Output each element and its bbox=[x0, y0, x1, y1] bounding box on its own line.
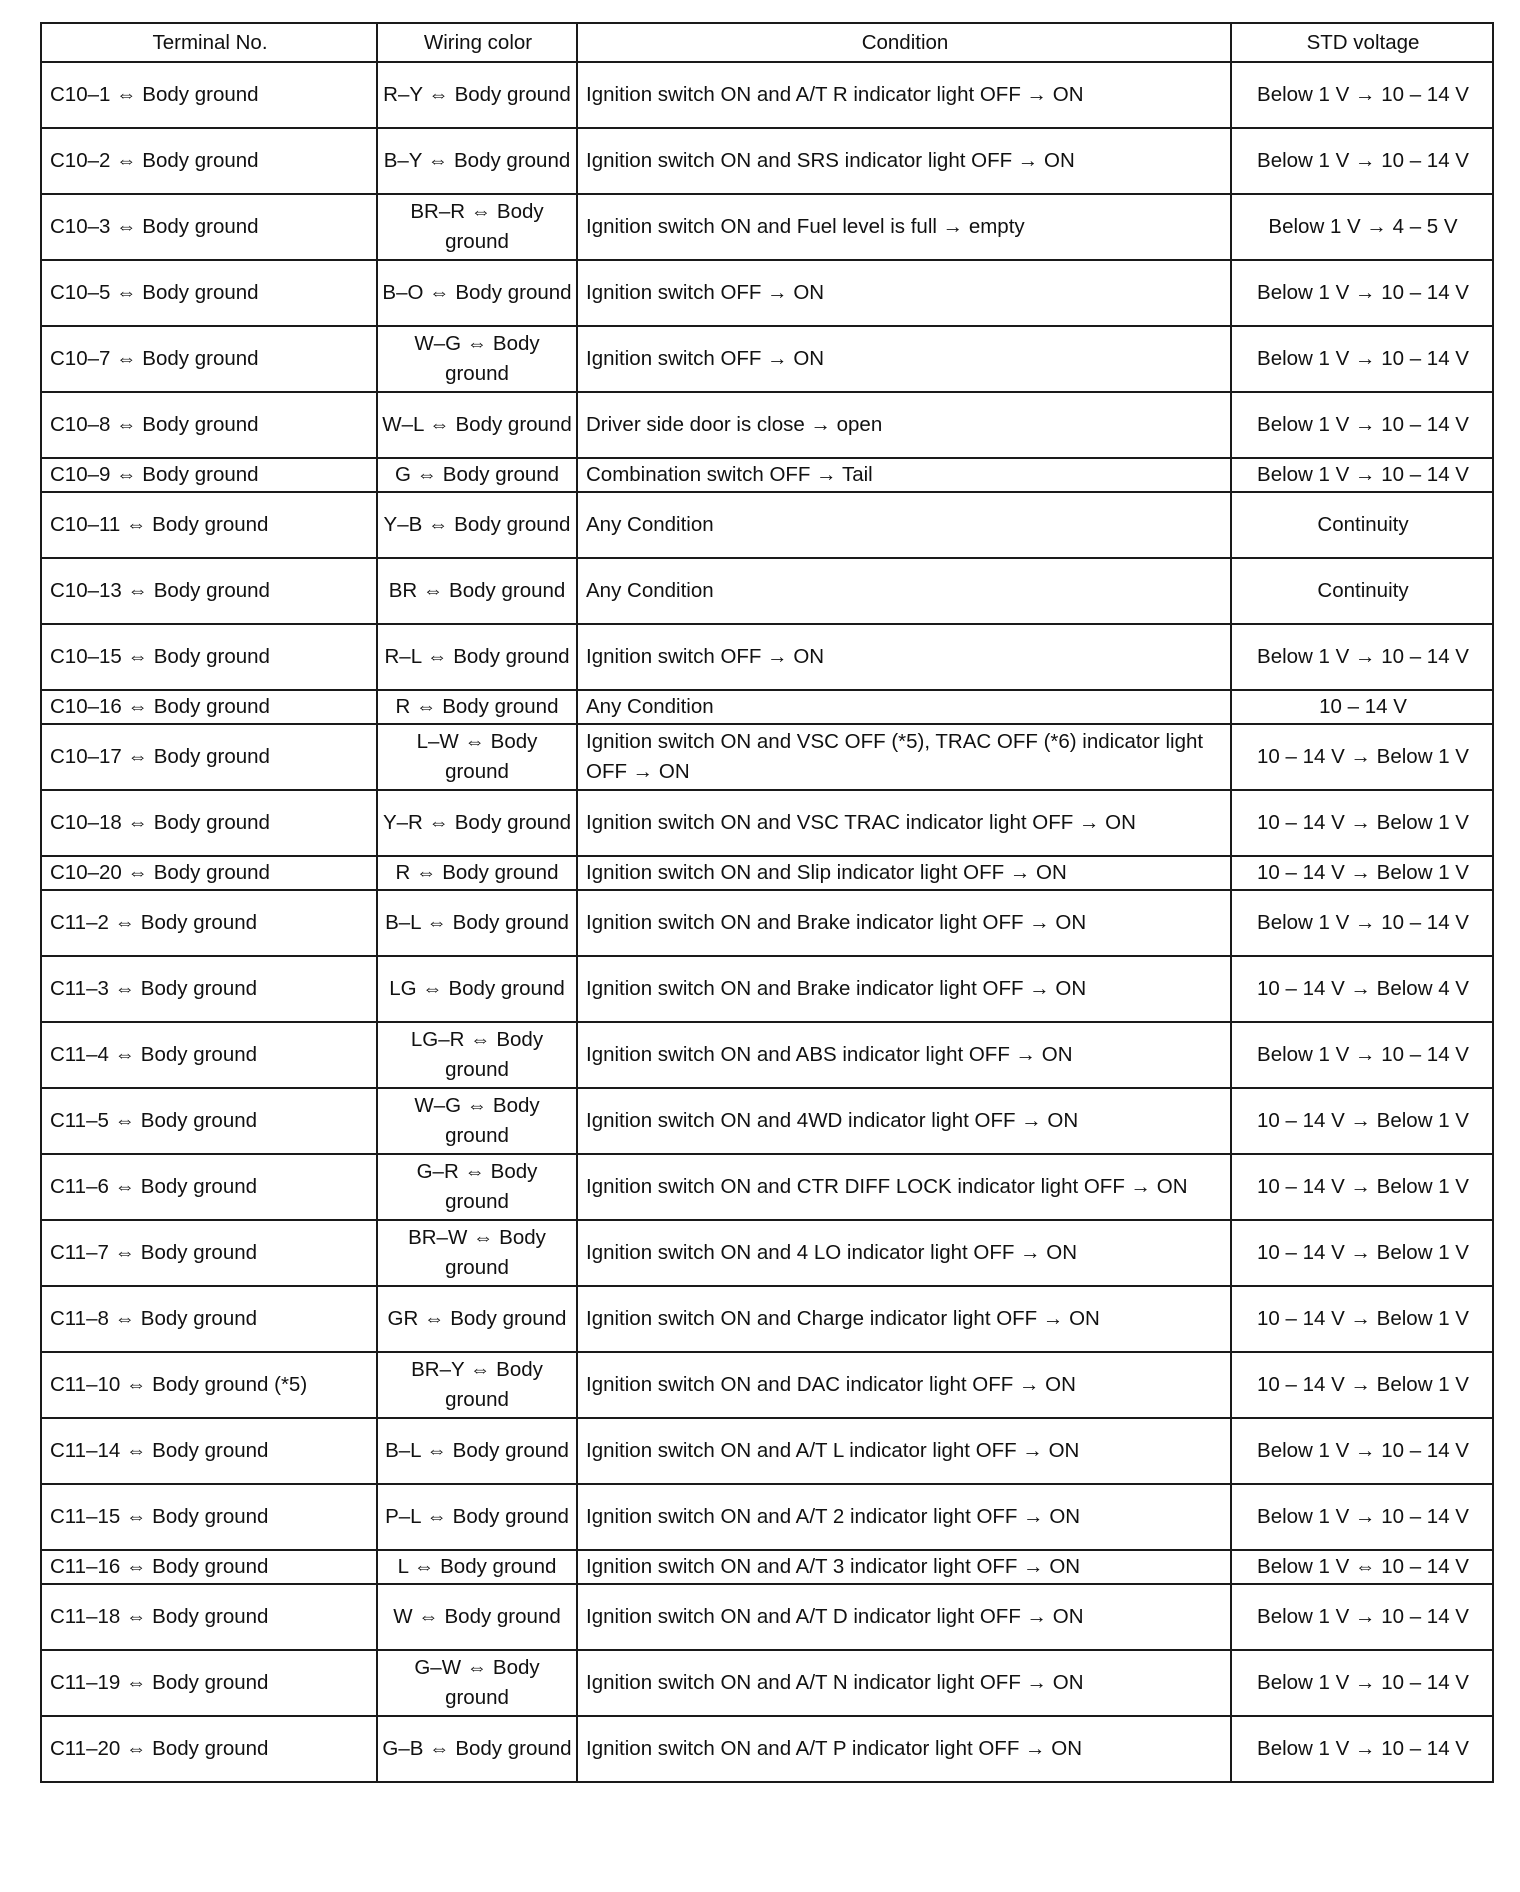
condition-cell: Ignition switch ON and SRS indicator light OFF → ON bbox=[577, 128, 1231, 194]
wiring-cell: R–L ⇔ Body ground bbox=[377, 624, 577, 690]
wiring-cell: BR–W ⇔ Body ground bbox=[377, 1220, 577, 1286]
wiring-cell: LG–R ⇔ Body ground bbox=[377, 1022, 577, 1088]
wiring-cell: BR–Y ⇔ Body ground bbox=[377, 1352, 577, 1418]
wiring-cell: R ⇔ Body ground bbox=[377, 856, 577, 890]
condition-cell: Any Condition bbox=[577, 492, 1231, 558]
voltage-cell: Below 1 V → 10 – 14 V bbox=[1231, 624, 1493, 690]
wiring-cell: B–Y ⇔ Body ground bbox=[377, 128, 577, 194]
table-row bbox=[41, 1418, 1493, 1484]
condition-cell: Ignition switch ON and DAC indicator light OFF → ON bbox=[577, 1352, 1231, 1418]
condition-cell: Any Condition bbox=[577, 558, 1231, 624]
condition-cell: Driver side door is close → open bbox=[577, 392, 1231, 458]
table-row bbox=[41, 1550, 1493, 1584]
terminal-cell: C11–4 ⇔ Body ground bbox=[41, 1022, 377, 1088]
terminal-cell: C11–15 ⇔ Body ground bbox=[41, 1484, 377, 1550]
terminal-cell: C10–3 ⇔ Body ground bbox=[41, 194, 377, 260]
condition-cell: Ignition switch OFF → ON bbox=[577, 624, 1231, 690]
condition-cell: Ignition switch ON and 4WD indicator light OFF → ON bbox=[577, 1088, 1231, 1154]
voltage-cell: 10 – 14 V → Below 4 V bbox=[1231, 956, 1493, 1022]
table-row bbox=[41, 724, 1493, 790]
terminal-cell: C10–9 ⇔ Body ground bbox=[41, 458, 377, 492]
table-row bbox=[41, 1220, 1493, 1286]
terminal-cell: C11–2 ⇔ Body ground bbox=[41, 890, 377, 956]
table-row bbox=[41, 624, 1493, 690]
table-row bbox=[41, 62, 1493, 128]
table-row bbox=[41, 690, 1493, 724]
terminal-cell: C10–11 ⇔ Body ground bbox=[41, 492, 377, 558]
voltage-cell: Below 1 V → 4 – 5 V bbox=[1231, 194, 1493, 260]
wiring-cell: Y–R ⇔ Body ground bbox=[377, 790, 577, 856]
terminal-cell: C10–15 ⇔ Body ground bbox=[41, 624, 377, 690]
condition-cell: Any Condition bbox=[577, 690, 1231, 724]
terminal-cell: C10–20 ⇔ Body ground bbox=[41, 856, 377, 890]
terminal-cell: C11–8 ⇔ Body ground bbox=[41, 1286, 377, 1352]
condition-cell: Combination switch OFF → Tail bbox=[577, 458, 1231, 492]
voltage-cell: Below 1 V ⇔ 10 – 14 V bbox=[1231, 1550, 1493, 1584]
terminal-voltage-table bbox=[40, 22, 1494, 1783]
voltage-cell: Below 1 V → 10 – 14 V bbox=[1231, 128, 1493, 194]
voltage-cell: Continuity bbox=[1231, 492, 1493, 558]
wiring-cell: LG ⇔ Body ground bbox=[377, 956, 577, 1022]
wiring-cell: R–Y ⇔ Body ground bbox=[377, 62, 577, 128]
voltage-cell: Continuity bbox=[1231, 558, 1493, 624]
condition-cell: Ignition switch OFF → ON bbox=[577, 260, 1231, 326]
header-condition: Condition bbox=[577, 23, 1231, 62]
wiring-cell: W ⇔ Body ground bbox=[377, 1584, 577, 1650]
terminal-cell: C11–10 ⇔ Body ground (*5) bbox=[41, 1352, 377, 1418]
table-row bbox=[41, 1088, 1493, 1154]
terminal-cell: C10–16 ⇔ Body ground bbox=[41, 690, 377, 724]
voltage-cell: 10 – 14 V → Below 1 V bbox=[1231, 1220, 1493, 1286]
table-row bbox=[41, 128, 1493, 194]
condition-cell: Ignition switch ON and Brake indicator light OFF → ON bbox=[577, 956, 1231, 1022]
condition-cell: Ignition switch ON and A/T L indicator light OFF → ON bbox=[577, 1418, 1231, 1484]
wiring-cell: GR ⇔ Body ground bbox=[377, 1286, 577, 1352]
table-row bbox=[41, 326, 1493, 392]
wiring-cell: B–L ⇔ Body ground bbox=[377, 890, 577, 956]
terminal-cell: C11–19 ⇔ Body ground bbox=[41, 1650, 377, 1716]
wiring-cell: BR ⇔ Body ground bbox=[377, 558, 577, 624]
table-row bbox=[41, 1022, 1493, 1088]
wiring-cell: L ⇔ Body ground bbox=[377, 1550, 577, 1584]
terminal-cell: C11–20 ⇔ Body ground bbox=[41, 1716, 377, 1782]
voltage-cell: 10 – 14 V → Below 1 V bbox=[1231, 790, 1493, 856]
terminal-cell: C10–2 ⇔ Body ground bbox=[41, 128, 377, 194]
table-row bbox=[41, 194, 1493, 260]
terminal-cell: C10–7 ⇔ Body ground bbox=[41, 326, 377, 392]
table-row bbox=[41, 392, 1493, 458]
table-row bbox=[41, 1650, 1493, 1716]
terminal-cell: C11–14 ⇔ Body ground bbox=[41, 1418, 377, 1484]
condition-cell: Ignition switch ON and VSC OFF (*5), TRAC OFF (*6) indicator light OFF → ON bbox=[577, 724, 1231, 790]
table-row bbox=[41, 1352, 1493, 1418]
wiring-cell: P–L ⇔ Body ground bbox=[377, 1484, 577, 1550]
wiring-cell: L–W ⇔ Body ground bbox=[377, 724, 577, 790]
voltage-cell: 10 – 14 V → Below 1 V bbox=[1231, 1088, 1493, 1154]
wiring-cell: G–B ⇔ Body ground bbox=[377, 1716, 577, 1782]
voltage-cell: Below 1 V → 10 – 14 V bbox=[1231, 1716, 1493, 1782]
wiring-cell: B–L ⇔ Body ground bbox=[377, 1418, 577, 1484]
wiring-cell: W–L ⇔ Body ground bbox=[377, 392, 577, 458]
voltage-cell: Below 1 V → 10 – 14 V bbox=[1231, 1650, 1493, 1716]
terminal-cell: C10–18 ⇔ Body ground bbox=[41, 790, 377, 856]
condition-cell: Ignition switch ON and A/T 3 indicator light OFF → ON bbox=[577, 1550, 1231, 1584]
table-row bbox=[41, 790, 1493, 856]
voltage-cell: 10 – 14 V → Below 1 V bbox=[1231, 856, 1493, 890]
terminal-cell: C11–6 ⇔ Body ground bbox=[41, 1154, 377, 1220]
table-row bbox=[41, 1584, 1493, 1650]
table-row bbox=[41, 458, 1493, 492]
condition-cell: Ignition switch ON and A/T D indicator light OFF → ON bbox=[577, 1584, 1231, 1650]
voltage-cell: Below 1 V → 10 – 14 V bbox=[1231, 1418, 1493, 1484]
wiring-cell: Y–B ⇔ Body ground bbox=[377, 492, 577, 558]
condition-cell: Ignition switch ON and A/T P indicator light OFF → ON bbox=[577, 1716, 1231, 1782]
wiring-cell: G–W ⇔ Body ground bbox=[377, 1650, 577, 1716]
header-terminal: Terminal No. bbox=[41, 23, 377, 62]
terminal-cell: C11–3 ⇔ Body ground bbox=[41, 956, 377, 1022]
condition-cell: Ignition switch ON and ABS indicator light OFF → ON bbox=[577, 1022, 1231, 1088]
voltage-cell: Below 1 V → 10 – 14 V bbox=[1231, 1022, 1493, 1088]
condition-cell: Ignition switch ON and A/T R indicator light OFF → ON bbox=[577, 62, 1231, 128]
terminal-cell: C10–8 ⇔ Body ground bbox=[41, 392, 377, 458]
terminal-cell: C10–1 ⇔ Body ground bbox=[41, 62, 377, 128]
terminal-cell: C10–13 ⇔ Body ground bbox=[41, 558, 377, 624]
terminal-cell: C11–5 ⇔ Body ground bbox=[41, 1088, 377, 1154]
voltage-cell: 10 – 14 V bbox=[1231, 690, 1493, 724]
terminal-cell: C11–18 ⇔ Body ground bbox=[41, 1584, 377, 1650]
voltage-cell: 10 – 14 V → Below 1 V bbox=[1231, 1154, 1493, 1220]
condition-cell: Ignition switch ON and Charge indicator light OFF → ON bbox=[577, 1286, 1231, 1352]
voltage-cell: Below 1 V → 10 – 14 V bbox=[1231, 392, 1493, 458]
condition-cell: Ignition switch ON and 4 LO indicator light OFF → ON bbox=[577, 1220, 1231, 1286]
header-wiring-color: Wiring color bbox=[377, 23, 577, 62]
table-row bbox=[41, 558, 1493, 624]
table-row bbox=[41, 956, 1493, 1022]
condition-cell: Ignition switch ON and CTR DIFF LOCK indicator light OFF → ON bbox=[577, 1154, 1231, 1220]
wiring-cell: W–G ⇔ Body ground bbox=[377, 1088, 577, 1154]
header-std-voltage: STD voltage bbox=[1231, 23, 1493, 62]
voltage-cell: 10 – 14 V → Below 1 V bbox=[1231, 1352, 1493, 1418]
condition-cell: Ignition switch ON and VSC TRAC indicator light OFF → ON bbox=[577, 790, 1231, 856]
voltage-cell: 10 – 14 V → Below 1 V bbox=[1231, 1286, 1493, 1352]
table-row bbox=[41, 492, 1493, 558]
page bbox=[40, 22, 1492, 1783]
condition-cell: Ignition switch ON and A/T 2 indicator light OFF → ON bbox=[577, 1484, 1231, 1550]
wiring-cell: B–O ⇔ Body ground bbox=[377, 260, 577, 326]
voltage-cell: Below 1 V → 10 – 14 V bbox=[1231, 62, 1493, 128]
wiring-cell: G ⇔ Body ground bbox=[377, 458, 577, 492]
table-row bbox=[41, 1716, 1493, 1782]
wiring-cell: W–G ⇔ Body ground bbox=[377, 326, 577, 392]
terminal-cell: C10–17 ⇔ Body ground bbox=[41, 724, 377, 790]
condition-cell: Ignition switch ON and Slip indicator light OFF → ON bbox=[577, 856, 1231, 890]
voltage-cell: Below 1 V → 10 – 14 V bbox=[1231, 326, 1493, 392]
terminal-cell: C10–5 ⇔ Body ground bbox=[41, 260, 377, 326]
voltage-cell: Below 1 V → 10 – 14 V bbox=[1231, 1584, 1493, 1650]
wiring-cell: R ⇔ Body ground bbox=[377, 690, 577, 724]
table-row bbox=[41, 260, 1493, 326]
voltage-cell: Below 1 V → 10 – 14 V bbox=[1231, 260, 1493, 326]
table-row bbox=[41, 856, 1493, 890]
voltage-cell: Below 1 V → 10 – 14 V bbox=[1231, 890, 1493, 956]
voltage-cell: Below 1 V → 10 – 14 V bbox=[1231, 1484, 1493, 1550]
table-header-row bbox=[41, 23, 1493, 62]
voltage-cell: Below 1 V → 10 – 14 V bbox=[1231, 458, 1493, 492]
wiring-cell: G–R ⇔ Body ground bbox=[377, 1154, 577, 1220]
terminal-cell: C11–7 ⇔ Body ground bbox=[41, 1220, 377, 1286]
voltage-cell: 10 – 14 V → Below 1 V bbox=[1231, 724, 1493, 790]
table-row bbox=[41, 890, 1493, 956]
condition-cell: Ignition switch ON and A/T N indicator light OFF → ON bbox=[577, 1650, 1231, 1716]
table-row bbox=[41, 1484, 1493, 1550]
condition-cell: Ignition switch ON and Fuel level is full → empty bbox=[577, 194, 1231, 260]
table-row bbox=[41, 1154, 1493, 1220]
terminal-cell: C11–16 ⇔ Body ground bbox=[41, 1550, 377, 1584]
condition-cell: Ignition switch OFF → ON bbox=[577, 326, 1231, 392]
condition-cell: Ignition switch ON and Brake indicator light OFF → ON bbox=[577, 890, 1231, 956]
wiring-cell: BR–R ⇔ Body ground bbox=[377, 194, 577, 260]
table-row bbox=[41, 1286, 1493, 1352]
